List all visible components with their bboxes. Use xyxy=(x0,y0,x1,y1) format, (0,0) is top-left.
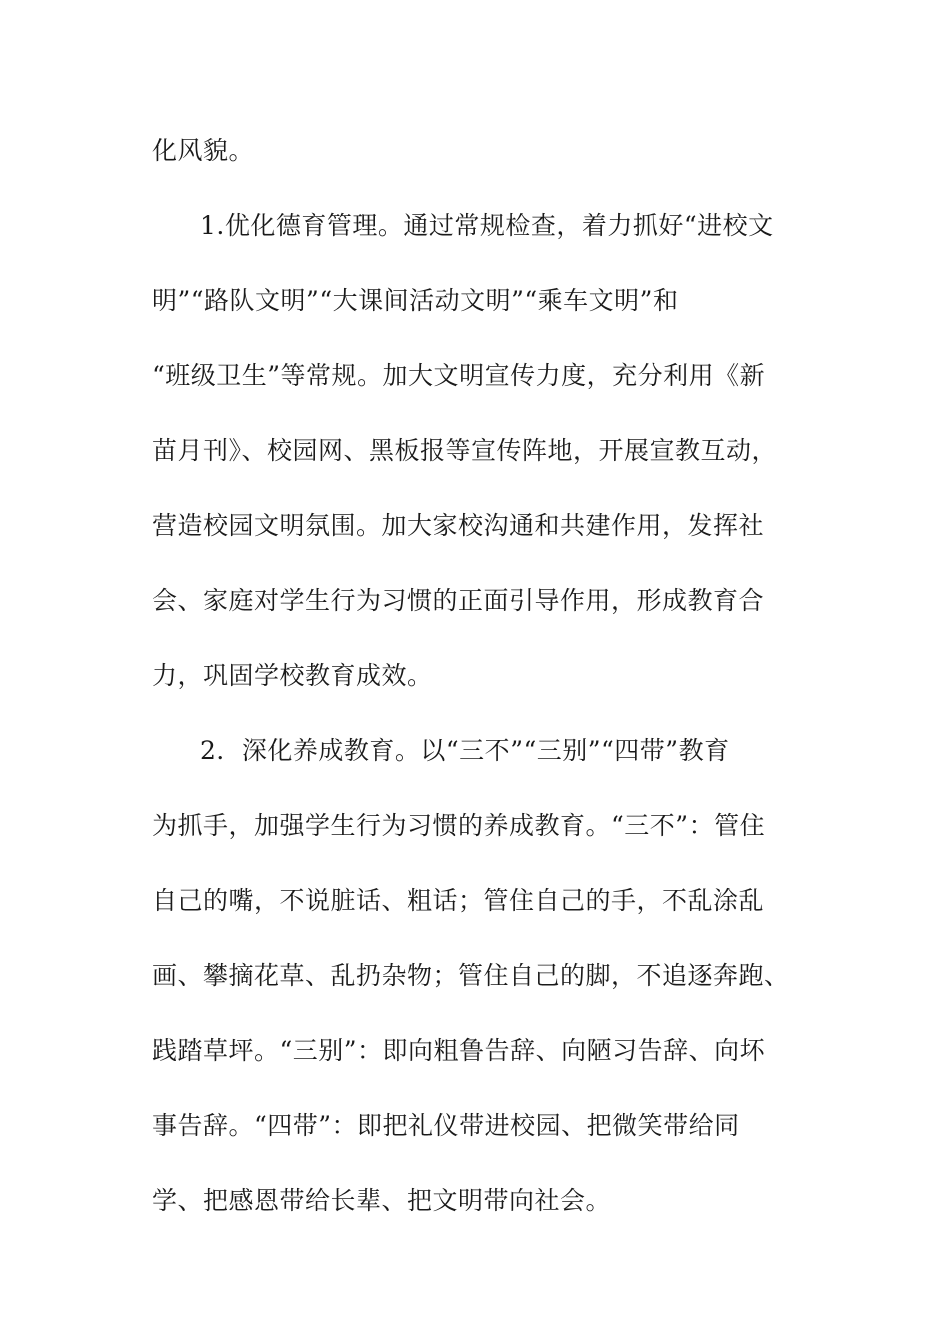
text-line: 自己的嘴，不说脏话、粗话；管住自己的手，不乱涂乱 xyxy=(152,886,765,915)
text-line: 营造校园文明氛围。加大家校沟通和共建作用，发挥社 xyxy=(152,511,765,540)
text-line: 明”“路队文明”“大课间活动文明”“乘车文明”和 xyxy=(152,286,679,315)
text-line: 化风貌。 xyxy=(152,136,255,165)
text-line: 事告辞。“四带”：即把礼仪带进校园、把微笑带给同 xyxy=(152,1111,740,1140)
text-line: 苗月刊》、校园网、黑板报等宣传阵地，开展宣教互动， xyxy=(152,436,778,465)
text-line: 会、家庭对学生行为习惯的正面引导作用，形成教育合 xyxy=(152,586,765,615)
text-line: “班级卫生”等常规。加大文明宣传力度，充分利用《新 xyxy=(152,361,766,390)
text-line: 学、把感恩带给长辈、把文明带向社会。 xyxy=(152,1186,612,1215)
paragraph-1-first-line: 1.优化德育管理。通过常规检查，着力抓好“进校文 xyxy=(200,211,774,240)
text-line: 践踏草坪。“三别”：即向粗鲁告辞、向陋习告辞、向坏 xyxy=(152,1036,766,1065)
text-line: 为抓手，加强学生行为习惯的养成教育。“三不”：管住 xyxy=(152,811,766,840)
text-line: 画、攀摘花草、乱扔杂物；管住自己的脚，不追逐奔跑、 xyxy=(152,961,790,990)
text-line: 力，巩固学校教育成效。 xyxy=(152,661,433,690)
paragraph-2-first-line: 2．深化养成教育。以“三不”“三别”“四带”教育 xyxy=(200,736,730,765)
